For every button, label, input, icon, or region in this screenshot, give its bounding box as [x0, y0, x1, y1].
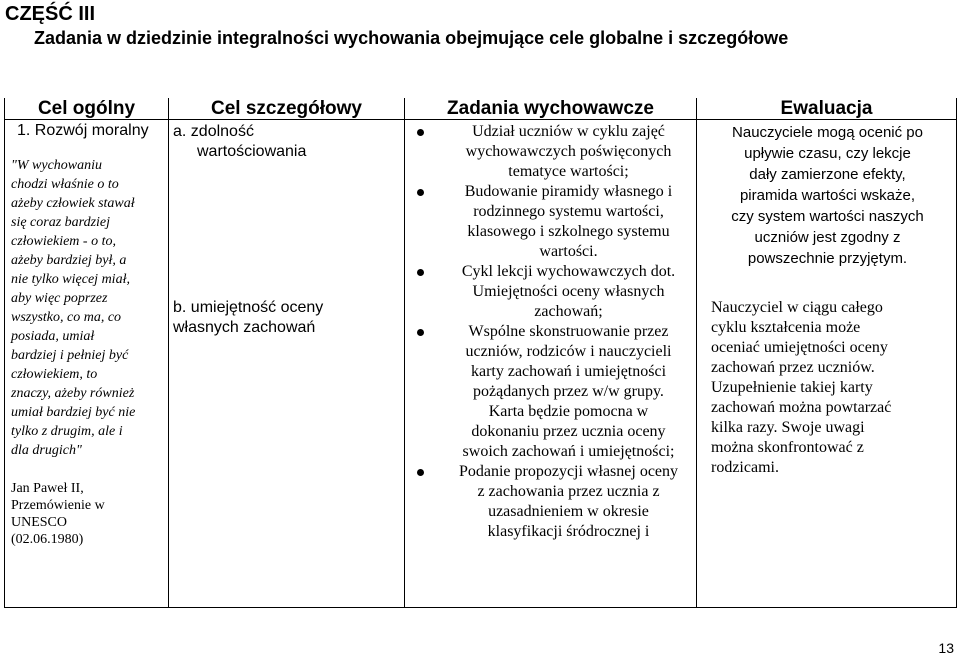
task-line: pożądanych przez w/w grupy. — [473, 383, 664, 400]
task-line: uzasadnieniem w okresie — [488, 503, 649, 520]
quote-line: wszystko, co ma, co — [11, 310, 122, 325]
quote-line: aby więc poprzez — [11, 291, 108, 306]
task-item — [415, 462, 690, 542]
evaluation-line: dały zamierzone efekty, — [749, 166, 906, 183]
quote-line: ażeby bardziej był, a — [11, 253, 127, 268]
task-line: Wspólne skonstruowanie przez — [468, 323, 669, 340]
task-line: dokonaniu przez ucznia oceny — [471, 423, 666, 440]
quote-line: dla drugich" — [11, 443, 82, 458]
task-line: karty zachowań i umiejętności — [470, 363, 667, 380]
header-general-goal: Cel ogólny — [5, 98, 169, 120]
page-number: 13 — [938, 640, 954, 656]
task-item — [415, 122, 690, 182]
evaluation-a — [705, 122, 950, 298]
quote-source — [11, 480, 164, 548]
quote-line: znaczy, ażeby również — [11, 386, 135, 401]
task-line: tematyce wartości; — [508, 163, 629, 180]
task-line: uczniów, rodziców i nauczycieli — [465, 343, 672, 360]
quote-line: człowiekiem - o to, — [11, 234, 116, 249]
quote-line: umiał bardziej być nie — [11, 405, 136, 420]
task-line: klasowego i szkolnego systemu — [467, 223, 670, 240]
general-goal-cell — [5, 120, 169, 608]
evaluation-line: Uzupełnienie takiej karty — [711, 379, 873, 396]
specific-goal-b — [173, 298, 400, 338]
tasks-list-b — [415, 262, 690, 542]
general-goal-title: 1. Rozwój moralny — [17, 122, 149, 139]
source-line: Przemówienie w — [11, 498, 105, 513]
header-specific-goal: Cel szczegółowy — [169, 98, 405, 120]
task-line: Udział uczniów w cyklu zajęć — [472, 123, 665, 140]
source-line: Jan Paweł II, — [11, 481, 84, 496]
evaluation-cell — [697, 120, 957, 608]
john-paul-quote — [11, 156, 164, 460]
evaluation-line: piramida wartości wskaże, — [739, 187, 916, 204]
evaluation-line: cyklu kształcenia może — [711, 319, 861, 336]
evaluation-line: oceniać umiejętności oceny — [711, 339, 888, 356]
task-line: wychowawczych poświęconych — [465, 143, 672, 160]
quote-line: chodzi właśnie o to — [11, 177, 119, 192]
task-line: Podanie propozycji własnej oceny — [458, 463, 679, 480]
task-line: wartości. — [539, 243, 598, 260]
evaluation-line: zachowań można powtarzać — [711, 399, 892, 416]
evaluation-b — [705, 298, 950, 478]
evaluation-line: czy system wartości naszych — [731, 208, 924, 225]
specific-goal-b-line1: b. umiejętność oceny — [173, 299, 324, 316]
evaluation-line: można skonfrontować z — [711, 439, 864, 456]
task-line: Cykl lekcji wychowawczych dot. — [461, 263, 676, 280]
quote-line: tylko z drugim, ale i — [11, 424, 123, 439]
task-line: z zachowania przez ucznia z — [477, 483, 660, 500]
task-line: swoich zachowań i umiejętności; — [462, 443, 675, 460]
specific-goal-a — [173, 122, 400, 298]
task-item — [415, 262, 690, 322]
specific-goals-cell — [169, 120, 405, 608]
quote-line: się coraz bardziej — [11, 215, 111, 230]
task-line: klasyfikacji śródrocznej i — [487, 523, 650, 540]
header-evaluation: Ewaluacja — [697, 98, 957, 120]
task-line: Budowanie piramidy własnego i — [464, 183, 673, 200]
specific-goal-a-line2: wartościowania — [197, 143, 307, 160]
table-header-row — [5, 98, 957, 120]
specific-goal-a-line1: a. zdolność — [173, 123, 254, 140]
task-line: rodzinnego systemu wartości, — [473, 203, 664, 220]
evaluation-line: rodzicami. — [711, 459, 779, 476]
evaluation-line: Nauczyciel w ciągu całego — [711, 299, 883, 316]
tasks-cell — [405, 120, 697, 608]
evaluation-line: powszechnie przyjętym. — [747, 250, 908, 267]
quote-line: nie tylko więcej miał, — [11, 272, 130, 287]
section-subtitle: Zadania w dziedzinie integralności wychowania obejmujące cele globalne i szczegółowe — [34, 28, 789, 48]
table-row — [5, 120, 957, 608]
source-line: UNESCO — [11, 515, 68, 530]
evaluation-line: Nauczyciele mogą ocenić po — [732, 124, 923, 141]
task-item — [415, 182, 690, 262]
tasks-list-a — [415, 122, 690, 262]
education-tasks-table — [4, 98, 957, 608]
task-line: zachowań; — [534, 303, 603, 320]
task-line: Umiejętności oceny własnych — [472, 283, 665, 300]
header-tasks: Zadania wychowawcze — [405, 98, 697, 120]
quote-line: człowiekiem, to — [11, 367, 98, 382]
evaluation-line: zachowań przez uczniów. — [711, 359, 875, 376]
source-line: (02.06.1980) — [11, 532, 84, 547]
evaluation-line: uczniów jest zgodny z — [754, 229, 901, 246]
specific-goal-b-line2: własnych zachowań — [173, 319, 316, 336]
part-title: CZĘŚĆ III — [5, 3, 96, 25]
evaluation-line: upływie czasu, czy lekcje — [744, 145, 911, 162]
quote-line: ażeby człowiek stawał — [11, 196, 135, 211]
quote-line: posiada, umiał — [11, 329, 95, 344]
quote-line: "W wychowaniu — [11, 158, 103, 173]
evaluation-line: kilka razy. Swoje uwagi — [711, 419, 865, 436]
task-line: Karta będzie pomocna w — [488, 403, 649, 420]
task-item — [415, 322, 690, 462]
quote-line: bardziej i pełniej być — [11, 348, 129, 363]
